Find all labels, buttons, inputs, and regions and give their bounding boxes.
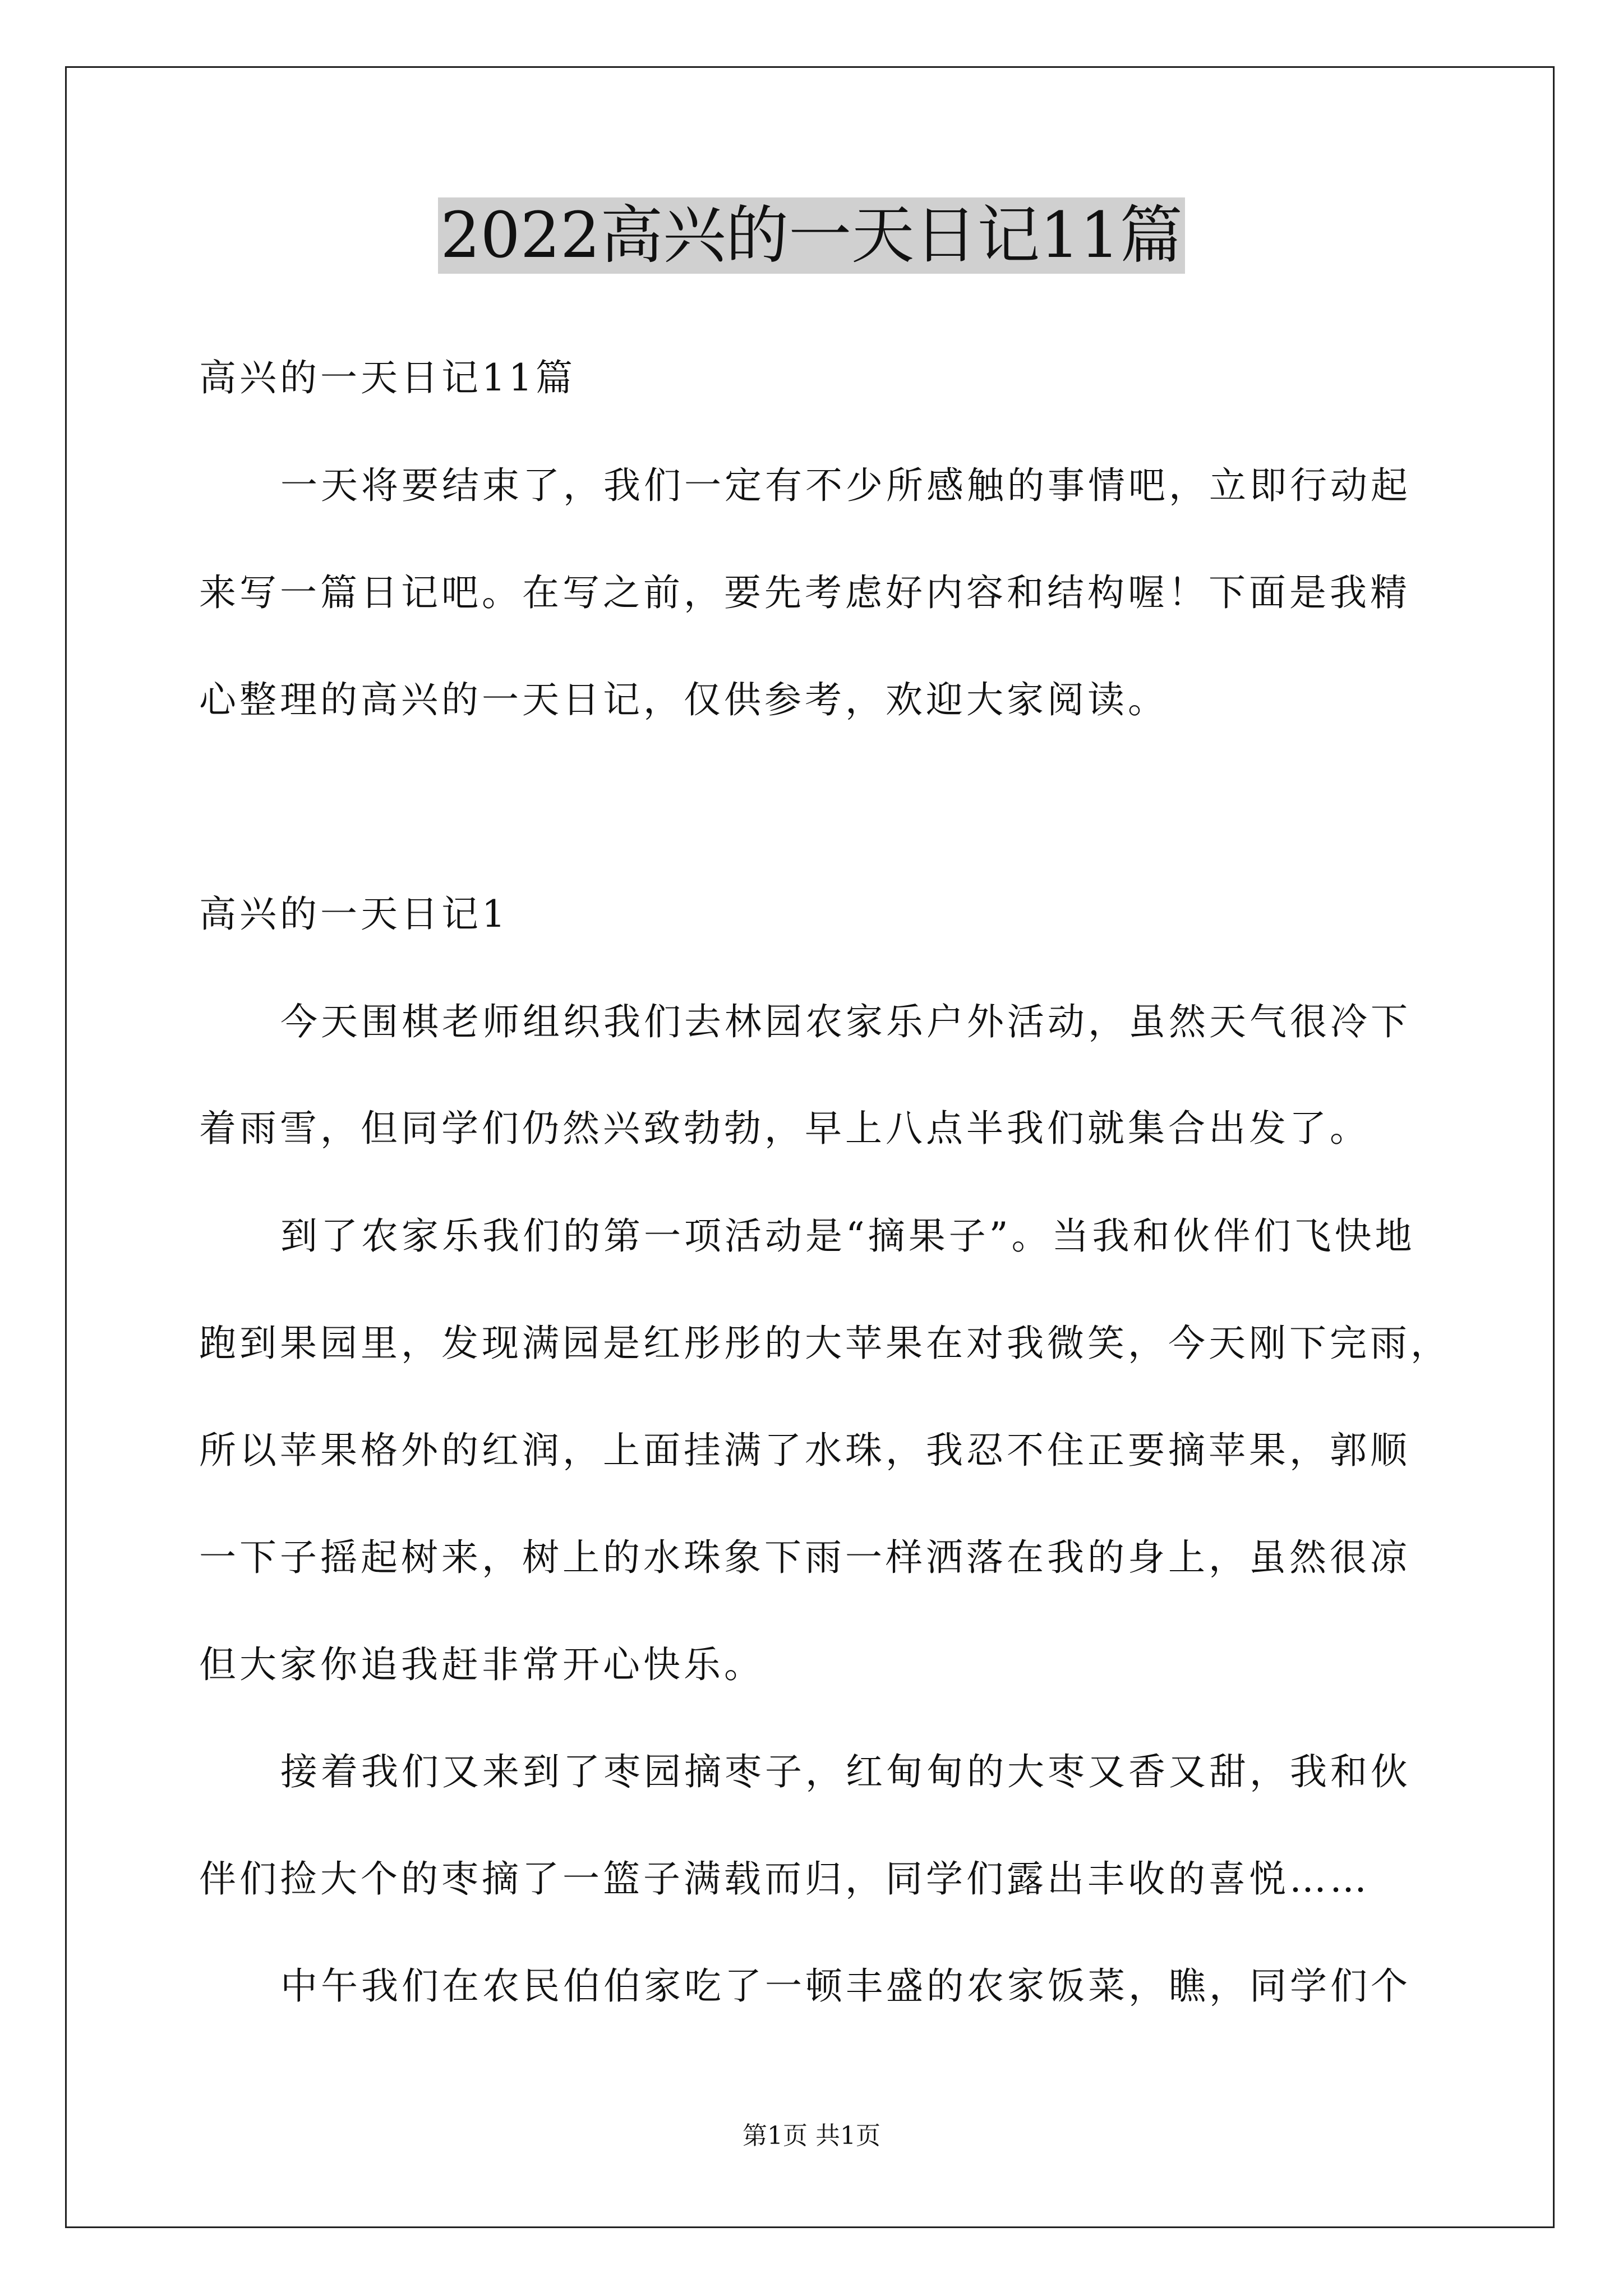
paragraph-line: 一下子摇起树来，树上的水珠象下雨一样洒落在我的身上，虽然很凉 <box>199 1536 1410 1579</box>
section-heading: 高兴的一天日记1 <box>199 892 509 936</box>
paragraph-line: 但大家你追我赶非常开心快乐。 <box>199 1643 764 1686</box>
subtitle: 高兴的一天日记11篇 <box>199 356 576 399</box>
paragraph-line: 中午我们在农民伯伯家吃了一顿丰盛的农家饭菜，瞧，同学们个 <box>280 1964 1411 2008</box>
document-title: 2022高兴的一天日记11篇 <box>438 197 1185 274</box>
paragraph-line: 来写一篇日记吧。在写之前，要先考虑好内容和结构喔！下面是我精 <box>199 571 1410 614</box>
paragraph-line: 心整理的高兴的一天日记，仅供参考，欢迎大家阅读。 <box>199 678 1168 721</box>
paragraph-line: 接着我们又来到了枣园摘枣子，红甸甸的大枣又香又甜，我和伙 <box>280 1750 1411 1793</box>
paragraph-line: 跑到果园里，发现满园是红彤彤的大苹果在对我微笑，今天刚下完雨， <box>199 1322 1451 1365</box>
title-container <box>0 197 1623 274</box>
paragraph-line: 今天围棋老师组织我们去林园农家乐户外活动，虽然天气很冷下 <box>280 1000 1411 1043</box>
paragraph-line: 伴们捡大个的枣摘了一篮子满载而归，同学们露出丰收的喜悦…… <box>199 1857 1370 1901</box>
paragraph-line: 一天将要结束了，我们一定有不少所感触的事情吧，立即行动起 <box>280 464 1411 507</box>
paragraph-line: 所以苹果格外的红润，上面挂满了水珠，我忍不住正要摘苹果，郭顺 <box>199 1429 1410 1472</box>
page-footer: 第1页 共1页 <box>743 2122 880 2150</box>
paragraph-line: 到了农家乐我们的第一项活动是“摘果子”。当我和伙伴们飞快地 <box>280 1214 1415 1258</box>
paragraph-line: 着雨雪，但同学们仍然兴致勃勃，早上八点半我们就集合出发了。 <box>199 1107 1370 1150</box>
